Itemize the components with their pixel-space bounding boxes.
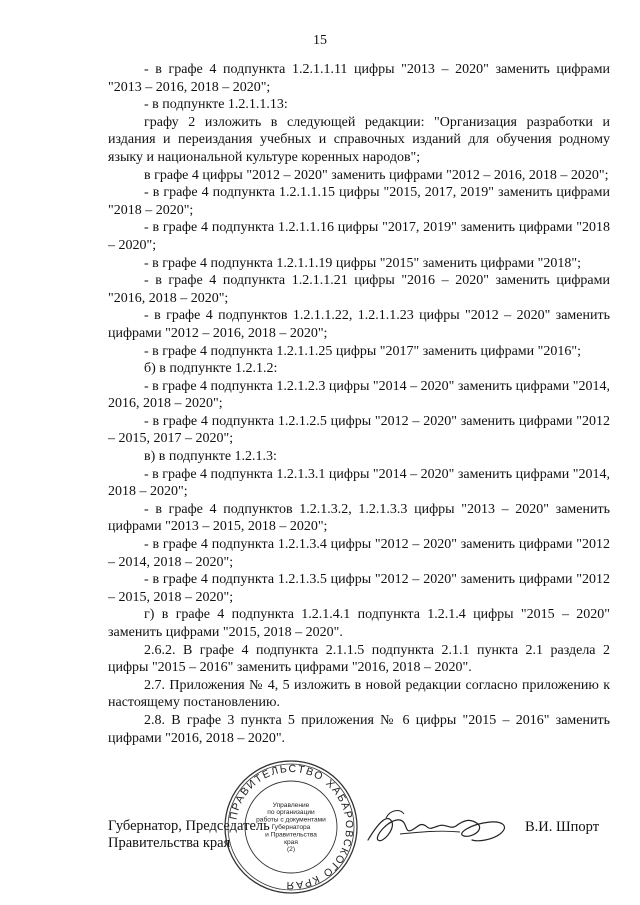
- paragraph: 2.8. В графе 3 пункта 5 приложения № 6 цифры "2015 – 2016" заменить цифрами "2016, 2018 – 2020".: [108, 712, 610, 746]
- paragraph: 2.7. Приложения № 4, 5 изложить в новой редакции согласно приложению к настоящему постановлению.: [108, 677, 610, 711]
- signatory-title-line1: Губернатор, Председатель: [108, 818, 270, 834]
- page-number: 15: [313, 33, 327, 48]
- paragraph: г) в графе 4 подпункта 1.2.1.4.1 подпункта 1.2.1.4 цифры "2015 – 2020" заменить цифрами "2015, 2018 – 2020".: [108, 607, 610, 640]
- paragraph: - в графе 4 подпункта 1.2.1.3.5 цифры "2012 – 2020" заменить цифрами "2012 – 2015, 2018 – 2020";: [108, 572, 610, 605]
- stamp-inner-line: (2): [286, 846, 296, 854]
- paragraph: в графе 4 цифры "2012 – 2020" заменить цифрами "2012 – 2016, 2018 – 2020";: [144, 167, 609, 183]
- stamp-inner-line: по организации: [267, 809, 315, 817]
- stamp-inner-line: края: [284, 838, 298, 846]
- paragraph: - в графе 4 подпункта 1.2.1.3.4 цифры "2012 – 2020" заменить цифрами "2012 – 2014, 2018 – 2020";: [108, 537, 610, 570]
- stamp-ring-text: ПРАВИТЕЛЬСТВО ХАБАРОВСКОГО КРАЯ: [227, 762, 356, 892]
- paragraph: - в графе 4 подпункта 1.2.1.3.1 цифры "2014 – 2020" заменить цифрами "2014, 2018 – 2020";: [108, 466, 610, 500]
- paragraph: - в графе 4 подпунктов 1.2.1.3.2, 1.2.1.3.3 цифры "2013 – 2020" заменить цифрами "2013 – 2015, 2018 – 2020";: [108, 501, 610, 535]
- paragraph: - в подпункте 1.2.1.1.13:: [144, 97, 288, 113]
- paragraph: - в графе 4 подпунктов 1.2.1.1.22, 1.2.1.1.23 цифры "2012 – 2020" заменить цифрами "2012 – 2016, 2018 – 2020";: [108, 308, 610, 341]
- paragraph: - в графе 4 подпункта 1.2.1.1.19 цифры "2015" заменить цифрами "2018";: [144, 255, 581, 271]
- paragraph: - в графе 4 подпункта 1.2.1.1.11 цифры "2013 – 2020" заменить цифрами "2013 – 2016, 2018 – 2020";: [108, 62, 610, 95]
- signatory-name: В.И. Шпорт: [525, 819, 600, 835]
- stamp-inner-line: Губернатора: [271, 824, 311, 831]
- document-body: [108, 61, 610, 747]
- paragraph: - в графе 4 подпункта 1.2.1.1.15 цифры "2015, 2017, 2019" заменить цифрами "2018 – 2020";: [108, 185, 610, 218]
- stamp-inner-line: работы с документами: [256, 816, 326, 824]
- paragraph: - в графе 4 подпункта 1.2.1.1.16 цифры "2017, 2019" заменить цифрами "2018 – 2020";: [108, 220, 610, 253]
- official-stamp: [222, 758, 360, 896]
- paragraph: 2.6.2. В графе 4 подпункта 2.1.1.5 подпункта 2.1.1 пункта 2.1 раздела 2 цифры "2015 – 2016" заменить цифрами "2016, 2018 – 2020".: [108, 642, 610, 676]
- paragraph: - в графе 4 подпункта 1.2.1.1.21 цифры "2016 – 2020" заменить цифрами "2016, 2018 – 2020";: [108, 273, 610, 306]
- paragraph: - в графе 4 подпункта 1.2.1.2.5 цифры "2012 – 2020" заменить цифрами "2012 – 2015, 2017 – 2020";: [108, 413, 610, 447]
- paragraph: б) в подпункте 1.2.1.2:: [144, 361, 278, 377]
- signatory-title-line2: Правительства края: [108, 835, 231, 851]
- stamp-inner-line: Управление: [272, 801, 310, 809]
- paragraph: - в графе 4 подпункта 1.2.1.2.3 цифры "2014 – 2020" заменить цифрами "2014, 2016, 2018 – 2020";: [108, 378, 610, 412]
- paragraph: - в графе 4 подпункта 1.2.1.1.25 цифры "2017" заменить цифрами "2016";: [144, 343, 581, 359]
- paragraph: в) в подпункте 1.2.1.3:: [144, 449, 277, 465]
- stamp-inner-line: и Правительства: [265, 831, 317, 839]
- handwritten-signature: [360, 800, 515, 858]
- paragraph: графу 2 изложить в следующей редакции: "Организация разработки и издания и переиздания учебных и справочных изданий для обучения родному языку и национальной культуре коренных народов";: [108, 114, 610, 165]
